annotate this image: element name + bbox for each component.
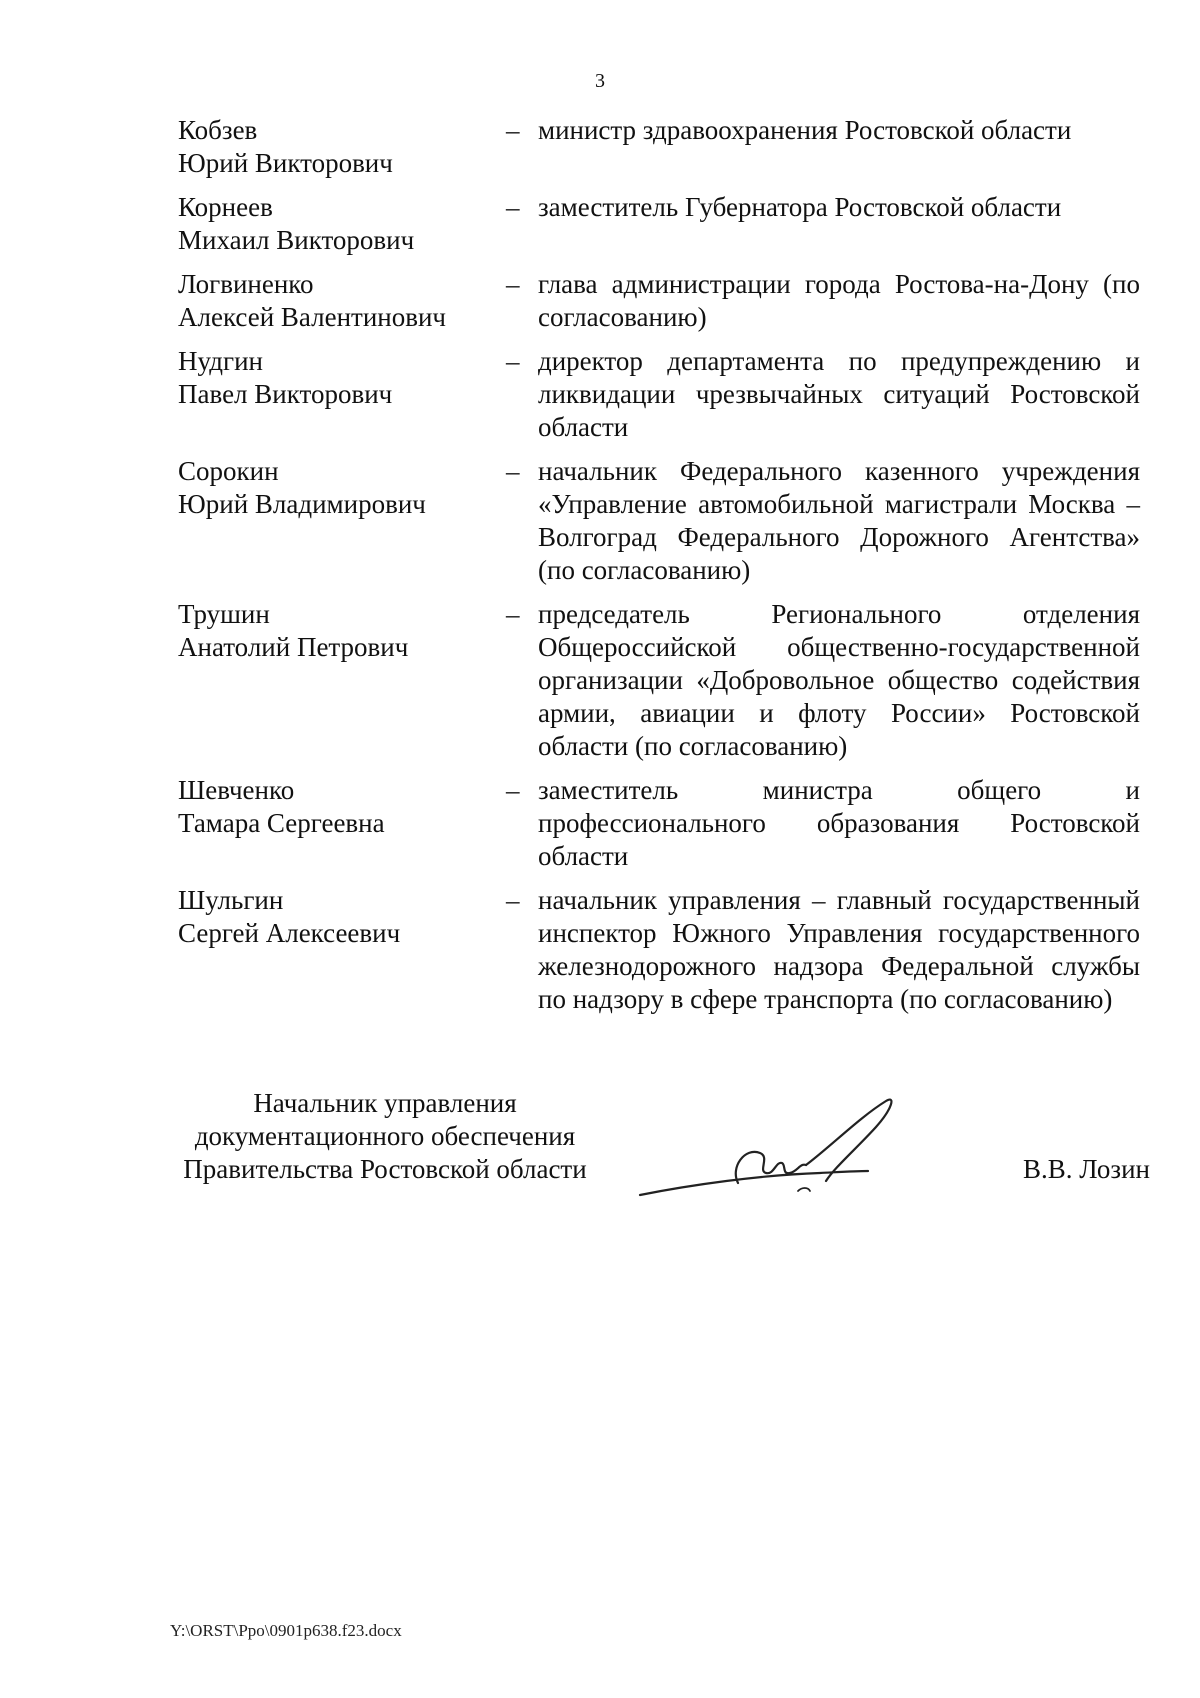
- member-role: глава администрации города Ростова-на-Дону (по согласованию): [538, 269, 1140, 332]
- member-given-names: Юрий Викторович: [178, 148, 393, 178]
- member-dash: –: [506, 599, 520, 629]
- document-file-path: Y:\ORST\Ppo\0901p638.f23.docx: [170, 1621, 402, 1640]
- member-name: [178, 114, 498, 180]
- member-surname: Шевченко: [178, 775, 295, 805]
- member-surname: Сорокин: [178, 456, 279, 486]
- signatory-name: В.В. Лозин: [1023, 1154, 1150, 1184]
- member-name: [178, 598, 498, 664]
- member-surname: Трушин: [178, 599, 270, 629]
- member-dash: –: [506, 115, 520, 145]
- member-name: [178, 268, 498, 334]
- member-dash: –: [506, 269, 520, 299]
- signature-block: [170, 1087, 1150, 1217]
- member-dash: –: [506, 885, 520, 915]
- member-given-names: Алексей Валентинович: [178, 302, 447, 332]
- member-given-names: Анатолий Петрович: [178, 632, 409, 662]
- member-row: [178, 268, 1140, 334]
- member-given-names: Сергей Алексеевич: [178, 918, 401, 948]
- member-surname: Логвиненко: [178, 269, 314, 299]
- member-row: [178, 345, 1140, 444]
- member-dash: –: [506, 192, 520, 222]
- member-name: [178, 191, 498, 257]
- member-row: [178, 884, 1140, 1016]
- member-role: председатель Регионального отделения Общероссийской общественно-государственной организации «Добровольное общество содействия армии, авиации и флоту России» Ростовской области (по согласованию): [538, 599, 1140, 761]
- member-row: [178, 455, 1140, 587]
- member-role: заместитель Губернатора Ростовской области: [538, 192, 1062, 222]
- member-role: министр здравоохранения Ростовской области: [538, 115, 1072, 145]
- signatory-title-line: Правительства Ростовской области: [183, 1154, 587, 1184]
- member-given-names: Павел Викторович: [178, 379, 393, 409]
- member-row: [178, 114, 1140, 180]
- member-dash: –: [506, 346, 520, 376]
- member-given-names: Юрий Владимирович: [178, 489, 426, 519]
- member-name: [178, 884, 498, 950]
- handwritten-signature: [630, 1087, 930, 1217]
- member-surname: Нудгин: [178, 346, 264, 376]
- member-role: начальник Федерального казенного учреждения «Управление автомобильной магистрали Москва – Волгоград Федерального Дорожного Агентства» (по согласованию): [538, 456, 1140, 585]
- member-surname: Кобзев: [178, 115, 258, 145]
- member-row: [178, 598, 1140, 763]
- member-given-names: Тамара Сергеевна: [178, 808, 385, 838]
- member-dash: –: [506, 775, 520, 805]
- member-role: начальник управления – главный государственный инспектор Южного Управления государственного железнодорожного надзора Федеральной службы по надзору в сфере транспорта (по согласованию): [538, 885, 1140, 1014]
- member-surname: Шульгин: [178, 885, 284, 915]
- member-dash: –: [506, 456, 520, 486]
- member-surname: Корнеев: [178, 192, 273, 222]
- signatory-title-line: документационного обеспечения: [194, 1121, 576, 1151]
- member-row: [178, 191, 1140, 257]
- member-row: [178, 774, 1140, 873]
- member-name: [178, 774, 498, 840]
- member-name: [178, 345, 498, 411]
- member-role: заместитель министра общего и профессионального образования Ростовской области: [538, 775, 1140, 871]
- member-role: директор департамента по предупреждению и ликвидации чрезвычайных ситуаций Ростовской области: [538, 346, 1140, 442]
- member-name: [178, 455, 498, 521]
- signatory-title: [170, 1087, 600, 1186]
- member-given-names: Михаил Викторович: [178, 225, 415, 255]
- page-number: 3: [595, 70, 605, 92]
- signatory-title-line: Начальник управления: [253, 1088, 517, 1118]
- commission-members-list: [178, 114, 1140, 1027]
